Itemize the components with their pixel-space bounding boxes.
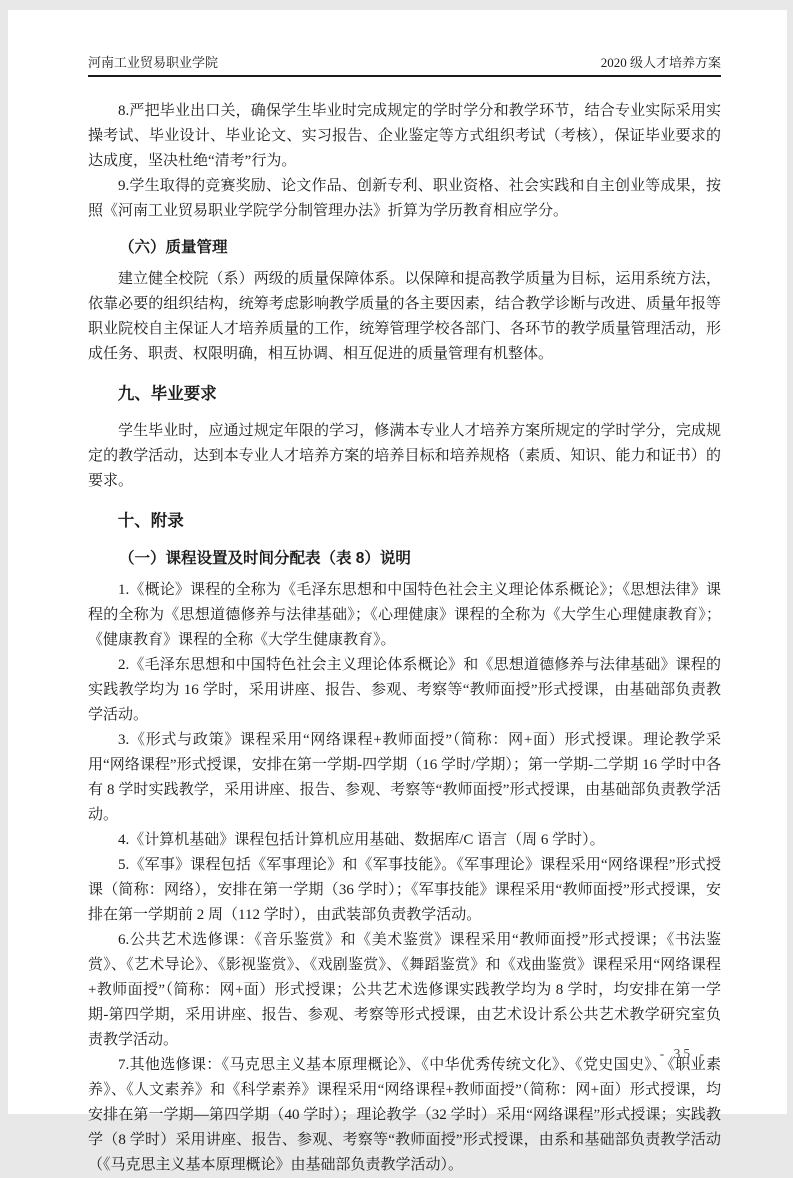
page-header xyxy=(88,52,721,77)
header-school-name: 河南工业贸易职业学院 xyxy=(88,55,219,70)
para-quality-assurance: 建立健全校院（系）两级的质量保障体系。以保障和提高教学质量为目标，运用系统方法，依靠必要的组织结构，统筹考虑影响教学质量的各主要因素，结合教学诊断与改进、质量年报等职业院校自主保证人才培养质量的工作，统筹管理学校各部门、各环节的教学质量管理活动，形成任务、职责、权限明确，相互协调、相互促进的质量管理有机整体。 xyxy=(88,271,721,362)
note-item-5: 5.《军事》课程包括《军事理论》和《军事技能》。《军事理论》课程采用“网络课程”形式授课（简称：网络），安排在第一学期（36 学时）；《军事技能》课程采用“教师面授”形式授课，安排在第一学期前 2 周（112 学时），由武装部负责教学活动。 xyxy=(88,857,721,923)
document-page xyxy=(8,10,787,1173)
para-graduation-requirements: 学生毕业时，应通过规定年限的学习，修满本专业人才培养方案所规定的学时学分，完成规定的教学活动，达到本专业人才培养方案的培养目标和培养规格（素质、知识、能力和证书）的要求。 xyxy=(88,423,721,489)
heading-quality-management: （六）质量管理 xyxy=(119,239,228,256)
header-doc-title: 2020 级人才培养方案 xyxy=(600,55,721,70)
note-item-4: 4.《计算机基础》课程包括计算机应用基础、数据库/C 语言（周 6 学时）。 xyxy=(118,832,605,848)
note-item-1: 1.《概论》课程的全称为《毛泽东思想和中国特色社会主义理论体系概论》；《思想法律》课程的全称为《思想道德修养与法律基础》；《心理健康》课程的全称为《大学生心理健康教育》；《健康教育》课程的全称《大学生健康教育》。 xyxy=(88,582,721,648)
note-item-7: 7.其他选修课：《马克思主义基本原理概论》、《中华优秀传统文化》、《党史国史》、《职业素养》、《人文素养》和《科学素养》课程采用“网络课程+教师面授”（简称：网+面）形式授课，均安排在第一学期—第四学期（40 学时）；理论教学（32 学时）采用“网络课程”形式授课；实践教学（8 学时）采用讲座、报告、参观、考察等“教师面授”形式授课，由系和基础部负责教学活动（《马克思主义基本原理概论》由基础部负责教学活动）。 xyxy=(88,1057,721,1173)
note-item-6: 6.公共艺术选修课：《音乐鉴赏》和《美术鉴赏》课程采用“教师面授”形式授课；《书法鉴赏》、《艺术导论》、《影视鉴赏》、《戏剧鉴赏》、《舞蹈鉴赏》和《戏曲鉴赏》课程采用“网络课程+教师面授”（简称：网+面）形式授课；公共艺术选修课实践教学均为 8 学时，均安排在第一学期-第四学期，采用讲座、报告、参观、考察等形式授课，由艺术设计系公共艺术教学研究室负责教学活动。 xyxy=(88,932,721,1048)
heading-graduation-requirements: 九、毕业要求 xyxy=(117,385,217,403)
page-number: - 35 - xyxy=(659,1046,707,1061)
para-graduation-exit-item-8: 8.严把毕业出口关，确保学生毕业时完成规定的学时学分和教学环节，结合专业实际采用实操考试、毕业设计、毕业论文、实习报告、企业鉴定等方式组织考试（考核），保证毕业要求的达成度，坚决杜绝“清考”行为。 xyxy=(88,103,721,169)
note-item-3: 3.《形式与政策》课程采用“网络课程+教师面授”（简称：网+面）形式授课。理论教学采用“网络课程”形式授课，安排在第一学期-四学期（16 学时/学期）；第一学期-二学期 16 学时中各有 8 学时实践教学，采用讲座、报告、参观、考察等“教师面授”形式授课，由基础部负责教学活动。 xyxy=(88,732,721,823)
heading-course-table-note: （一）课程设置及时间分配表（表 8）说明 xyxy=(119,550,411,567)
document-body xyxy=(88,99,721,1178)
note-item-2: 2.《毛泽东思想和中国特色社会主义理论体系概论》和《思想道德修养与法律基础》课程的实践教学均为 16 学时，采用讲座、报告、参观、考察等“教师面授”形式授课，由基础部负责教学活动。 xyxy=(88,657,721,723)
para-credit-conversion-item-9: 9.学生取得的竞赛奖励、论文作品、创新专利、职业资格、社会实践和自主创业等成果，按照《河南工业贸易职业学院学分制管理办法》折算为学历教育相应学分。 xyxy=(88,178,721,219)
heading-appendix: 十、附录 xyxy=(117,512,184,530)
